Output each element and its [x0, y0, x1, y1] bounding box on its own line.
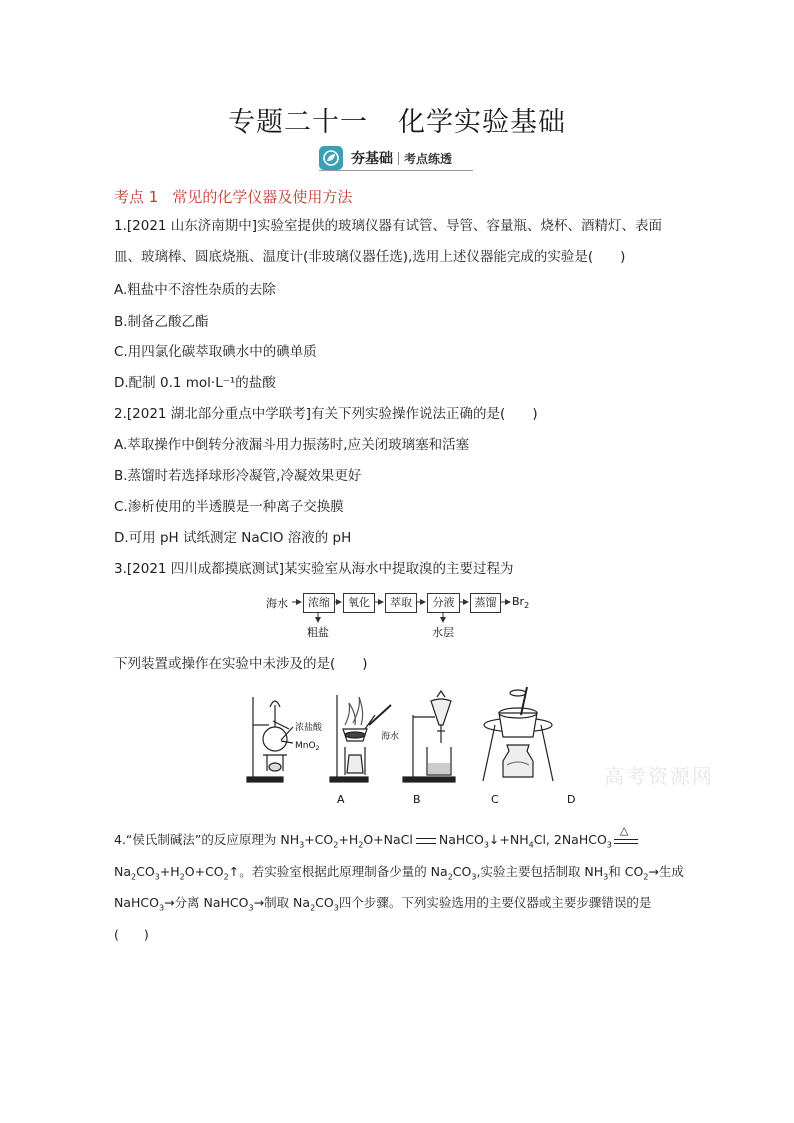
flow-end [512, 595, 529, 610]
label-mno2 [295, 741, 320, 752]
q1-option-a: A.粗盐中不溶性杂质的去除 [114, 282, 276, 298]
flow-step-oxidize: 氧化 [343, 593, 375, 613]
q4-l2-a: Na [114, 864, 132, 879]
q4-l3-b: →分离 NaHCO [164, 895, 249, 910]
q4-sub: 3 [158, 903, 165, 913]
q4-sub: 3 [483, 840, 489, 850]
label-seawater: 海水 [381, 732, 400, 742]
q4-sub: 2 [131, 872, 137, 882]
label-mno2-sub: 2 [315, 745, 320, 752]
watermark: 高考资源网 [604, 764, 714, 788]
title-part1: 专题二十一 [228, 107, 368, 138]
apparatus-label-d: D [567, 793, 576, 806]
q4-l2-b: CO [136, 864, 155, 879]
q2-stem: 2.[2021 湖北部分重点中学联考]有关下列实验操作说法正确的是( ) [114, 406, 538, 422]
label-mno2-text: MnO [295, 741, 316, 751]
q1-stem-line2: 皿、玻璃棒、圆底烧瓶、温度计(非玻璃仪器任选),选用上述仪器能完成的实验是( ) [114, 249, 626, 265]
q4-l2-c: +H [159, 864, 180, 879]
q4-sub: 2 [179, 872, 185, 882]
q4-l1-e: NaHCO [438, 832, 484, 847]
q3-question: 下列装置或操作在实验中未涉及的是( ) [114, 656, 368, 672]
flow-start: 海水 [266, 597, 288, 610]
section-banner [319, 145, 452, 171]
q4-l2-i: →生成 [648, 864, 684, 879]
section-heading [114, 186, 352, 207]
banner-underline [319, 170, 473, 171]
q4-answer-blank: ( ) [114, 927, 149, 942]
q4-l3-c: →制取 Na [253, 895, 311, 910]
q4-stem-line1 [114, 823, 640, 856]
q4-l1-a: 4.“侯氏制碱法”的反应原理为 NH [114, 832, 300, 847]
delta-symbol: △ [619, 823, 629, 837]
flow-end-text: Br [512, 595, 525, 608]
q4-l3-e: 四个步骤。下列实验选用的主要仪器或主要步骤错误的是 [338, 895, 652, 910]
q1-option-d: D.配制 0.1 mol·L⁻¹的盐酸 [114, 375, 276, 391]
flow-step-distill: 蒸馏 [470, 593, 501, 613]
apparatus-label-a: A [337, 793, 345, 806]
q4-l1-g: Cl, 2NaHCO [533, 832, 607, 847]
q4-l2-d: O+CO [184, 864, 224, 879]
section-label: 考点 1 [114, 188, 159, 206]
q4-l1-f: ↓+NH [488, 832, 529, 847]
apparatus-a-chlorine-generator [247, 697, 293, 782]
banner-separator [398, 152, 399, 165]
q4-l2-f: CO [452, 864, 472, 879]
q4-sub: 3 [606, 840, 612, 850]
q1-option-b: B.制备乙酸乙酯 [114, 314, 209, 330]
label-concentrated-hcl: 浓盐酸 [295, 723, 323, 733]
q4-sub: 3 [471, 872, 477, 882]
apparatus-label-b: B [413, 793, 421, 806]
title-part2: 化学实验基础 [398, 107, 566, 138]
q4-sub: 3 [333, 903, 339, 913]
apparatus-illustrations [245, 685, 590, 785]
q4-l3-a: NaHCO [114, 895, 159, 910]
q2-option-b: B.蒸馏时若选择球形冷凝管,冷凝效果更好 [114, 468, 362, 484]
q4-l2-g: ,实验主要包括制取 NH [476, 864, 604, 879]
apparatus-label-c: C [491, 793, 499, 806]
q4-sub: 2 [447, 872, 453, 882]
bromine-flow-diagram [262, 590, 542, 640]
q4-stem-line3 [114, 893, 651, 919]
flow-branch-salt: 粗盐 [307, 626, 329, 639]
q3-stem: 3.[2021 四川成都摸底测试]某实验室从海水中提取溴的主要过程为 [114, 561, 514, 577]
q4-sub: 4 [528, 840, 534, 850]
q2-option-d: D.可用 pH 试纸测定 NaClO 溶液的 pH [114, 530, 352, 546]
apparatus-c-separating-funnel [403, 691, 455, 782]
q4-l1-d: O+NaCl [363, 832, 413, 847]
q4-sub: 2 [643, 872, 649, 882]
banner-sub: 考点练透 [404, 151, 453, 166]
section-name: 常见的化学仪器及使用方法 [172, 188, 353, 206]
q1-stem-line1: 1.[2021 山东济南期中]实验室提供的玻璃仪器有试管、导管、容量瓶、烧杯、酒精灯、表面 [114, 218, 663, 234]
q4-sub: 2 [223, 872, 229, 882]
q4-sub: 2 [358, 840, 364, 850]
q4-stem-line2 [114, 862, 684, 888]
q2-option-a: A.萃取操作中倒转分液漏斗用力振荡时,应关闭玻璃塞和活塞 [114, 437, 470, 453]
equals-sign [416, 838, 436, 844]
apparatus-d-crucible-heating [483, 687, 553, 781]
flow-branch-water: 水层 [432, 626, 454, 639]
q2-option-c: C.渗析使用的半透膜是一种离子交换膜 [114, 499, 344, 515]
flow-end-sub: 2 [524, 601, 530, 611]
banner-main: 夯基础 [351, 151, 393, 167]
q4-sub: 3 [299, 840, 305, 850]
q4-l1-b: +CO [304, 832, 334, 847]
q4-sub: 3 [154, 872, 160, 882]
leaf-icon [319, 146, 343, 170]
q4-l2-e: ↑。若实验室根据此原理制备少量的 Na [228, 864, 448, 879]
heating-condition [612, 823, 640, 849]
q4-l2-h: 和 CO [608, 864, 644, 879]
q4-sub: 2 [310, 903, 316, 913]
flow-step-separate: 分液 [427, 593, 460, 613]
q4-l3-d: CO [315, 895, 334, 910]
q1-option-c: C.用四氯化碳萃取碘水中的碘单质 [114, 344, 317, 360]
flow-step-extract: 萃取 [385, 593, 417, 613]
q4-sub: 3 [603, 872, 609, 882]
q4-sub: 3 [248, 903, 254, 913]
q4-sub: 2 [333, 840, 339, 850]
q4-l1-c: +H [338, 832, 359, 847]
equals-sign [614, 839, 638, 844]
page-title [0, 100, 794, 139]
flow-step-concentrate: 浓缩 [303, 593, 335, 613]
